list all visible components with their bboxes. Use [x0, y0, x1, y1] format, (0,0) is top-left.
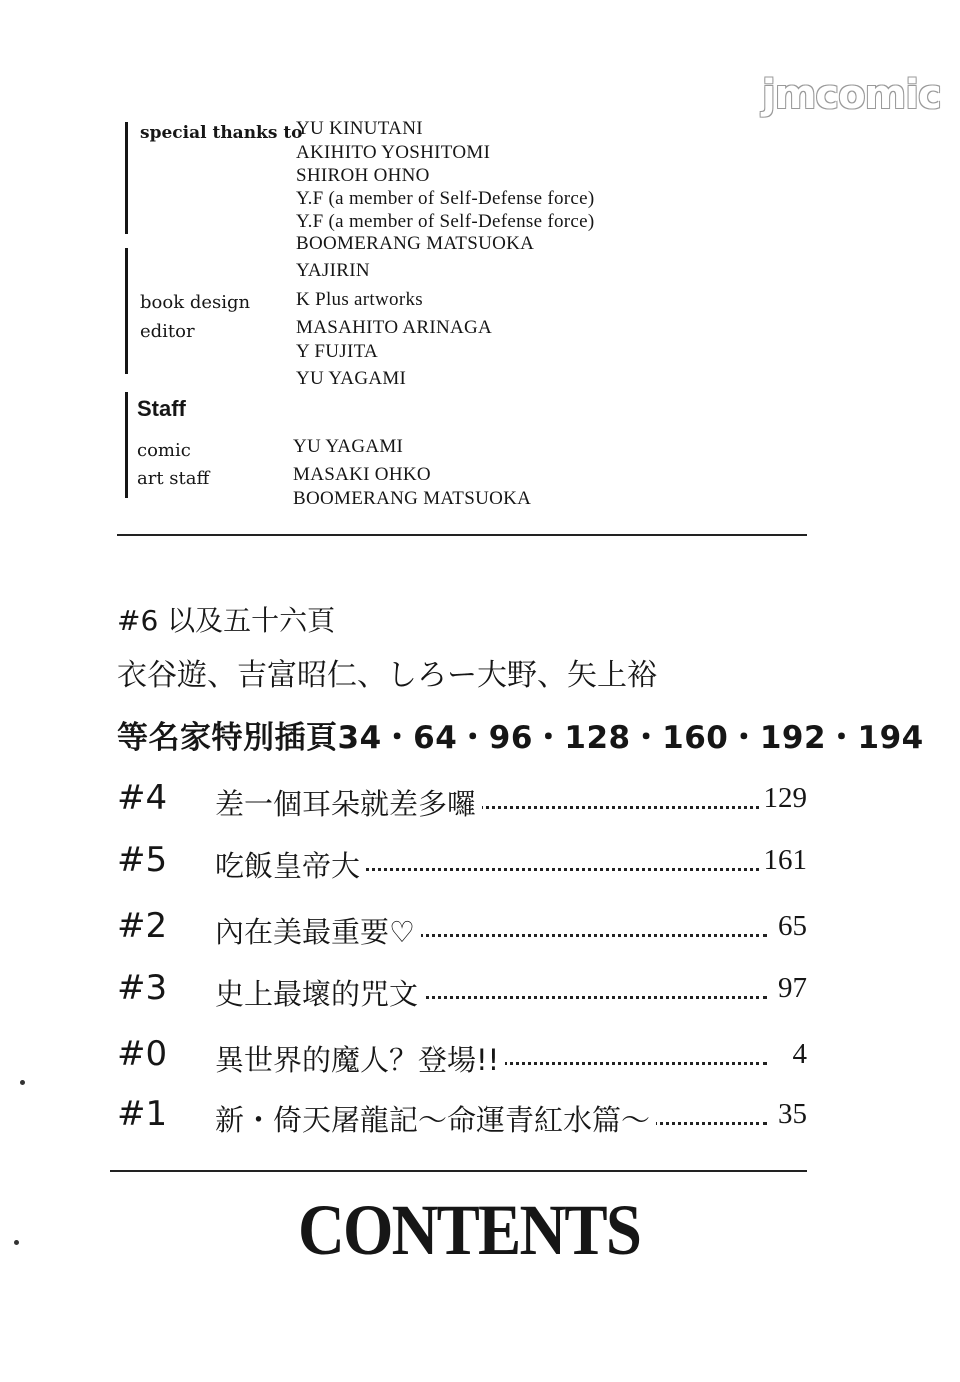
art-staff-value: MASAKI OHKO [293, 464, 431, 485]
toc-entry[interactable] [117, 906, 807, 950]
staff-heading: Staff [137, 396, 186, 421]
toc-entry-page: 65 [774, 910, 807, 943]
comic-value: YU YAGAMI [293, 436, 404, 457]
toc-entry-title: 新・倚天屠龍記～命運青紅水篇～ [215, 1098, 656, 1139]
toc-entry-title: 史上最壞的咒文 [215, 972, 424, 1013]
book-design-label: book design [140, 292, 251, 313]
illustrator-names: 衣谷遊、吉富昭仁、しろー大野、矢上裕 [117, 658, 657, 693]
divider-bottom [110, 1170, 807, 1172]
cut-off-line [117, 604, 517, 637]
watermark-logo: jmcomic [762, 72, 941, 118]
toc-entry[interactable] [117, 1094, 807, 1137]
toc-entry-number: #2 [117, 906, 168, 946]
thanks-name: SHIROH OHNO [296, 165, 430, 186]
toc-entry-title: 差一個耳朵就差多囉 [215, 782, 482, 823]
editor-label: editor [140, 321, 195, 342]
toc-entry-page: 4 [789, 1038, 808, 1071]
editor-name: Y FUJITA [296, 341, 378, 362]
toc-entry-number: #1 [117, 1094, 168, 1134]
special-thanks-label: special thanks to [140, 123, 303, 143]
special-pages-line: 等名家特別插頁34・64・96・128・160・192・194 [117, 720, 924, 756]
toc-entry-title: 異世界的魔人？登場!! [215, 1038, 505, 1079]
cut-off-name: BOOMERANG MATSUOKA [296, 233, 535, 254]
toc-entry-page: 161 [760, 844, 808, 877]
toc-entry-number: #0 [117, 1034, 168, 1074]
toc-entry-title: 內在美最重要♡ [215, 910, 421, 951]
art-staff-label: art staff [137, 468, 210, 489]
thanks-name: Y.F (a member of Self-Defense force) [296, 188, 595, 209]
contents-title: CONTENTS [298, 1190, 641, 1270]
editor-name: MASAHITO ARINAGA [296, 317, 493, 338]
toc-entry[interactable] [117, 840, 807, 883]
book-design-value: K Plus artworks [296, 289, 423, 310]
toc-entry-number: #3 [117, 968, 168, 1008]
yajirin-name: YAJIRIN [296, 260, 370, 281]
cut-off-name: YU YAGAMI [296, 368, 407, 389]
thanks-name: Y.F (a member of Self-Defense force) [296, 211, 595, 232]
thanks-name: YU KINUTANI [296, 118, 423, 139]
thanks-name: AKIHITO YOSHITOMI [296, 142, 491, 163]
staff-block [125, 0, 645, 509]
toc-entry[interactable] [117, 778, 807, 822]
toc-entry-page: 129 [760, 782, 808, 815]
comic-label: comic [137, 440, 191, 461]
toc-entry-page: 35 [774, 1098, 807, 1131]
cut-off-name: BOOMERANG MATSUOKA [293, 488, 532, 509]
cut-off-text: #6 以及五十六頁 [117, 604, 336, 637]
toc-entry-number: #5 [117, 840, 168, 880]
toc-entry[interactable] [117, 1034, 807, 1078]
toc-entry[interactable] [117, 968, 807, 1011]
toc-entry-page: 97 [774, 972, 807, 1005]
toc-entry-number: #4 [117, 778, 168, 818]
toc-entry-title: 吃飯皇帝大 [215, 844, 366, 885]
ink-speck [20, 1080, 25, 1085]
divider-top [117, 534, 807, 536]
ink-speck [14, 1240, 19, 1245]
